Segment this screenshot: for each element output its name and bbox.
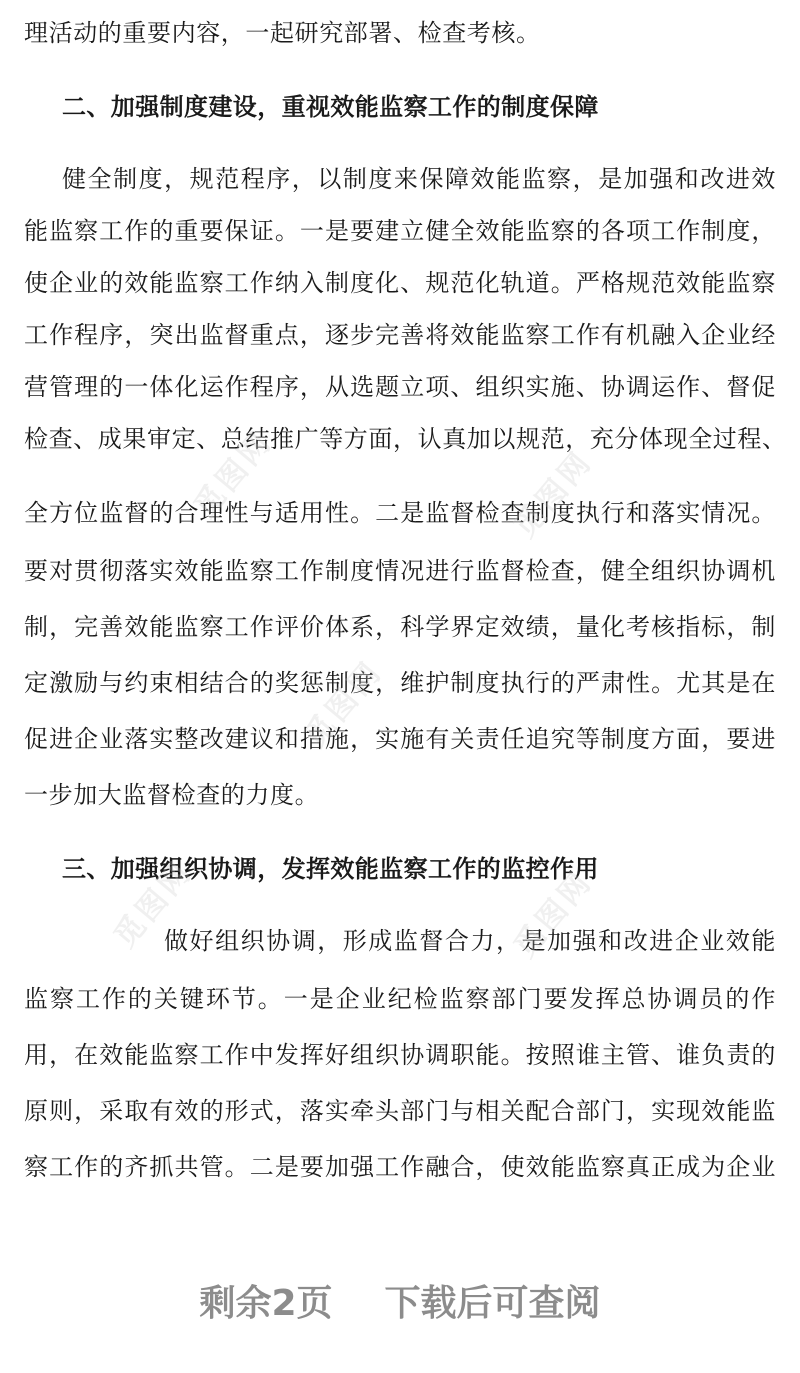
text-line: 用，在效能监察工作中发挥好组织协调职能。按照谁主管、谁负责的 xyxy=(24,1041,776,1069)
text-line: 使企业的效能监察工作纳入制度化、规范化轨道。严格规范效能监察 xyxy=(24,269,776,297)
section-heading-2: 二、加强制度建设，重视效能监察工作的制度保障 xyxy=(62,93,599,121)
remaining-pages-label[interactable]: 剩余2页 xyxy=(199,1282,333,1324)
text-line: 健全制度，规范程序，以制度来保障效能监察，是加强和改进效 xyxy=(62,165,776,193)
text-line: 工作程序，突出监督重点，逐步完善将效能监察工作有机融入企业经 xyxy=(24,321,776,349)
watermark: 觅图网 xyxy=(107,853,200,955)
watermark: 觅图网 xyxy=(187,423,280,525)
watermark: 觅图网 xyxy=(297,653,390,755)
section-heading-3: 三、加强组织协调，发挥效能监察工作的监控作用 xyxy=(62,855,599,883)
text-line: 做好组织协调，形成监督合力，是加强和改进企业效能 xyxy=(164,927,776,955)
text-line: 理活动的重要内容，一起研究部署、检查考核。 xyxy=(24,19,541,47)
text-line: 要对贯彻落实效能监察工作制度情况进行监督检查，健全组织协调机 xyxy=(24,557,776,585)
watermark: 觅图网 xyxy=(507,443,600,545)
text-line: 检查、成果审定、总结推广等方面，认真加以规范，充分体现全过程、 xyxy=(24,425,787,453)
text-line: 能监察工作的重要保证。一是要建立健全效能监察的各项工作制度， xyxy=(24,217,776,245)
text-line: 营管理的一体化运作程序，从选题立项、组织实施、协调运作、督促 xyxy=(24,373,776,401)
text-line: 制，完善效能监察工作评价体系，科学界定效绩，量化考核指标，制 xyxy=(24,613,776,641)
text-line: 促进企业落实整改建议和措施，实施有关责任追究等制度方面，要进 xyxy=(24,725,776,753)
download-prompt[interactable] xyxy=(0,1272,800,1328)
text-line: 定激励与约束相结合的奖惩制度，维护制度执行的严肃性。尤其是在 xyxy=(24,669,776,697)
text-line: 原则，采取有效的形式，落实牵头部门与相关配合部门，实现效能监 xyxy=(24,1097,776,1125)
text-line: 全方位监督的合理性与适用性。二是监督检查制度执行和落实情况。 xyxy=(24,499,776,527)
watermark: 觅图网 xyxy=(507,863,600,965)
text-line: 一步加大监督检查的力度。 xyxy=(24,781,320,809)
text-line: 察工作的齐抓共管。二是要加强工作融合，使效能监察真正成为企业 xyxy=(24,1153,776,1181)
text-line: 监察工作的关键环节。一是企业纪检监察部门要发挥总协调员的作 xyxy=(24,985,776,1013)
download-to-view-label[interactable]: 下载后可查阅 xyxy=(384,1282,601,1324)
